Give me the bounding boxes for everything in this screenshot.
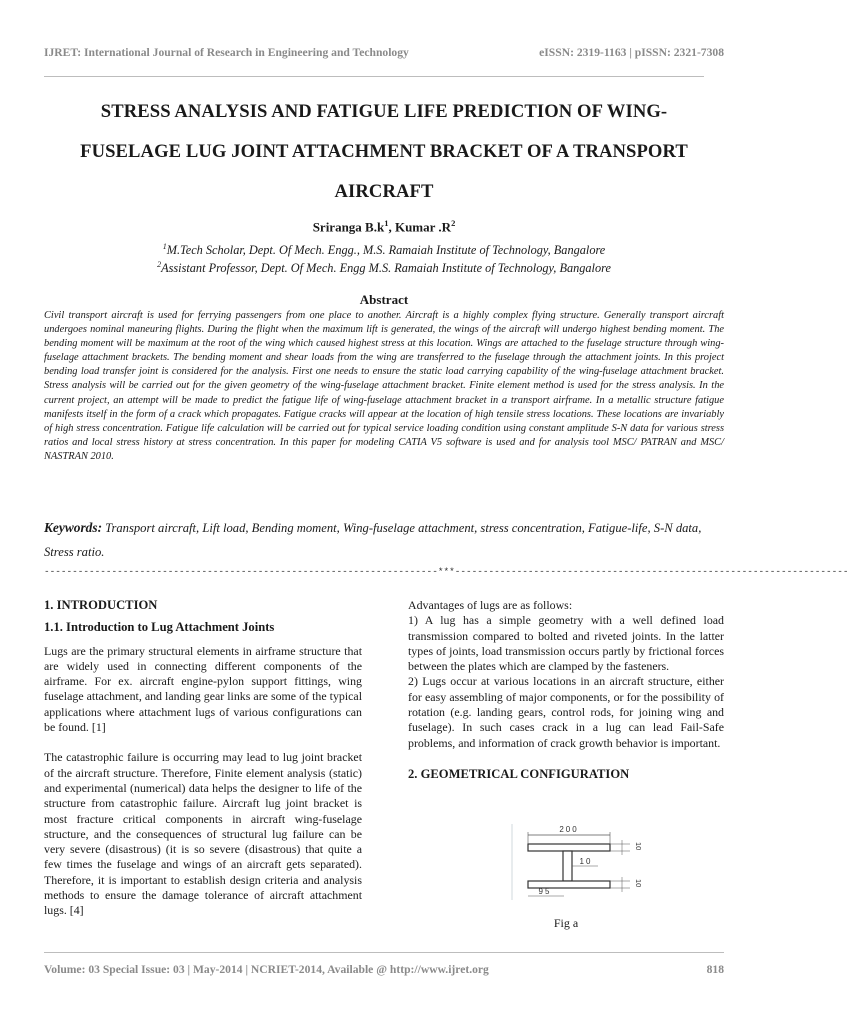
footer-citation: Volume: 03 Special Issue: 03 | May-2014 | NCRIET-2014, Available @ http://www.ijret.org [44,963,489,976]
title-line: STRESS ANALYSIS AND FATIGUE LIFE PREDICTION OF WING- [100,101,668,122]
dim-label-top: 200 [559,825,579,834]
title-line: AIRCRAFT [334,181,434,202]
left-column [44,598,362,919]
author-name: Sriranga B.k [312,219,385,235]
section-separator: ----------------------------------------------------------------------***---------------------------------------------------------------------- [44,566,849,577]
dim-label-right-bottom: 10 [634,879,643,888]
author-superscript: 1 [384,218,389,228]
footer-rule [44,952,724,953]
paragraph: 1) A lug has a simple geometry with a well defined load transmission compared to bolted and riveted joints. In the latter types of joints, load transmission occurs partly by frictional forces between the plates which are clamped by the fasteners. [408,613,724,674]
page-number: 818 [706,963,724,976]
section-heading: 2. GEOMETRICAL CONFIGURATION [408,766,630,781]
affiliation [0,260,768,276]
affiliation-text: M.Tech Scholar, Dept. Of Mech. Engg., M.S. Ramaiah Institute of Technology, Bangalore [166,243,606,258]
author-separator: , [388,219,395,235]
journal-name: IJRET: International Journal of Research in Engineering and Technology [44,46,409,59]
authors [0,218,768,235]
i-section-drawing [510,820,650,904]
paragraph: The catastrophic failure is occurring may lead to lug joint bracket of the aircraft structure. Therefore, Finite element analysis (static) and experimental (numerical) data helps the designer to life of the structure from catastrophic failure. Aircraft lug joint bracket is most fracture critical components in aircraft wing-fuselage structure, and the consequences of structural lug failure can be very severe (disastrous) (it is so severe (disastrous) that quite a few times the fuselage and wings of an aircraft gets separated). Therefore, it is important to establish design criteria and analysis methods to ensure the damage tolerance of aircraft attachment lugs. [4] [44,750,362,918]
abstract-heading: Abstract [359,292,409,307]
issn: eISSN: 2319-1163 | pISSN: 2321-7308 [539,46,724,59]
section-heading: 1. INTRODUCTION [44,598,158,612]
paragraph: 2) Lugs occur at various locations in an aircraft structure, either for easy assembling of major components, or for the possibility of rotation (e.g. landing gears, control rods, for joining wing and fuselage). In such cases crack in a lug can lead Fail-Safe problems, and information of crack growth behavior is important. [408,674,724,750]
paper-title [40,92,728,212]
affiliation-text: Assistant Professor, Dept. Of Mech. Engg M.S. Ramaiah Institute of Technology, Bangalore [161,261,611,276]
affiliation-superscript: 1 [162,242,167,251]
keywords-text: Transport aircraft, Lift load, Bending moment, Wing-fuselage attachment, stress concentration, Fatigue-life, S-N data, Stress ratio. [44,521,702,559]
affiliation [0,242,768,258]
author-superscript: 2 [451,218,456,228]
dim-label-right-top: 10 [634,842,643,851]
title-line: FUSELAGE LUG JOINT ATTACHMENT BRACKET OF A TRANSPORT [80,141,688,162]
right-column [408,598,724,782]
keywords [44,516,724,564]
keywords-label: Keywords: [44,520,103,535]
header-rule [44,76,704,77]
paragraph: Advantages of lugs are as follows: [408,598,573,612]
affiliation-superscript: 2 [157,260,162,269]
abstract-body: Civil transport aircraft is used for ferrying passengers from one place to another. Aircraft is a highly complex flying structure. Generally transport aircraft undergoes nominal maneuring flights. During the flight when the maximum lift is generated, the wings of the aircraft will undergo highest bending moment. The bending moment will be maximum at the root of the wing which caused highest stress at this location. Wings are attached to the fuselage structure through wing-fuselage attachment brackets. The bending moment and shear loads from the wing are transferred to the fuselage through the attachment joints. In this project bending load transfer joint is considered for the analysis. First one needs to ensure the static load carrying capability of the wing-fuselage attachment bracket. Stress analysis will be carried out for the given geometry of the wing-fuselage attachment bracket. Finite element method is used for the stress analysis. In the current project, an attempt will be made to predict the fatigue life of wing-fuselage attachment bracket in a transport airframe. In a metallic structure fatigue manifests itself in the form of a crack which propagates. Fatigue cracks will appear at the location of high tensile stress locations. These locations are invariably of high stress concentration. Fatigue life calculation will be carried out for typical service loading condition using constant amplitude S-N data for various stress ratios and local stress history at stress concentration. In this paper for modeling CATIA V5 software is used and for analysis tool MSC/ PATRAN and MSC/ NASTRAN 2010. [44,310,724,462]
dim-label-web: 10 [579,857,593,866]
figure-caption: Fig a [553,916,579,930]
subsection-heading: 1.1. Introduction to Lug Attachment Joints [44,620,275,635]
dim-label-bottom: 95 [538,887,552,896]
author-name: Kumar .R [394,219,452,235]
i-section-figure [510,820,650,904]
paragraph: Lugs are the primary structural elements in airframe structure that are widely used in connecting different components of the airframe. For ex. aircraft engine-pylon support fittings, wing fuselage attachment, and landing gear links are some of the typical applications where attachment lugs of various configurations can be found. [1] [44,643,362,735]
